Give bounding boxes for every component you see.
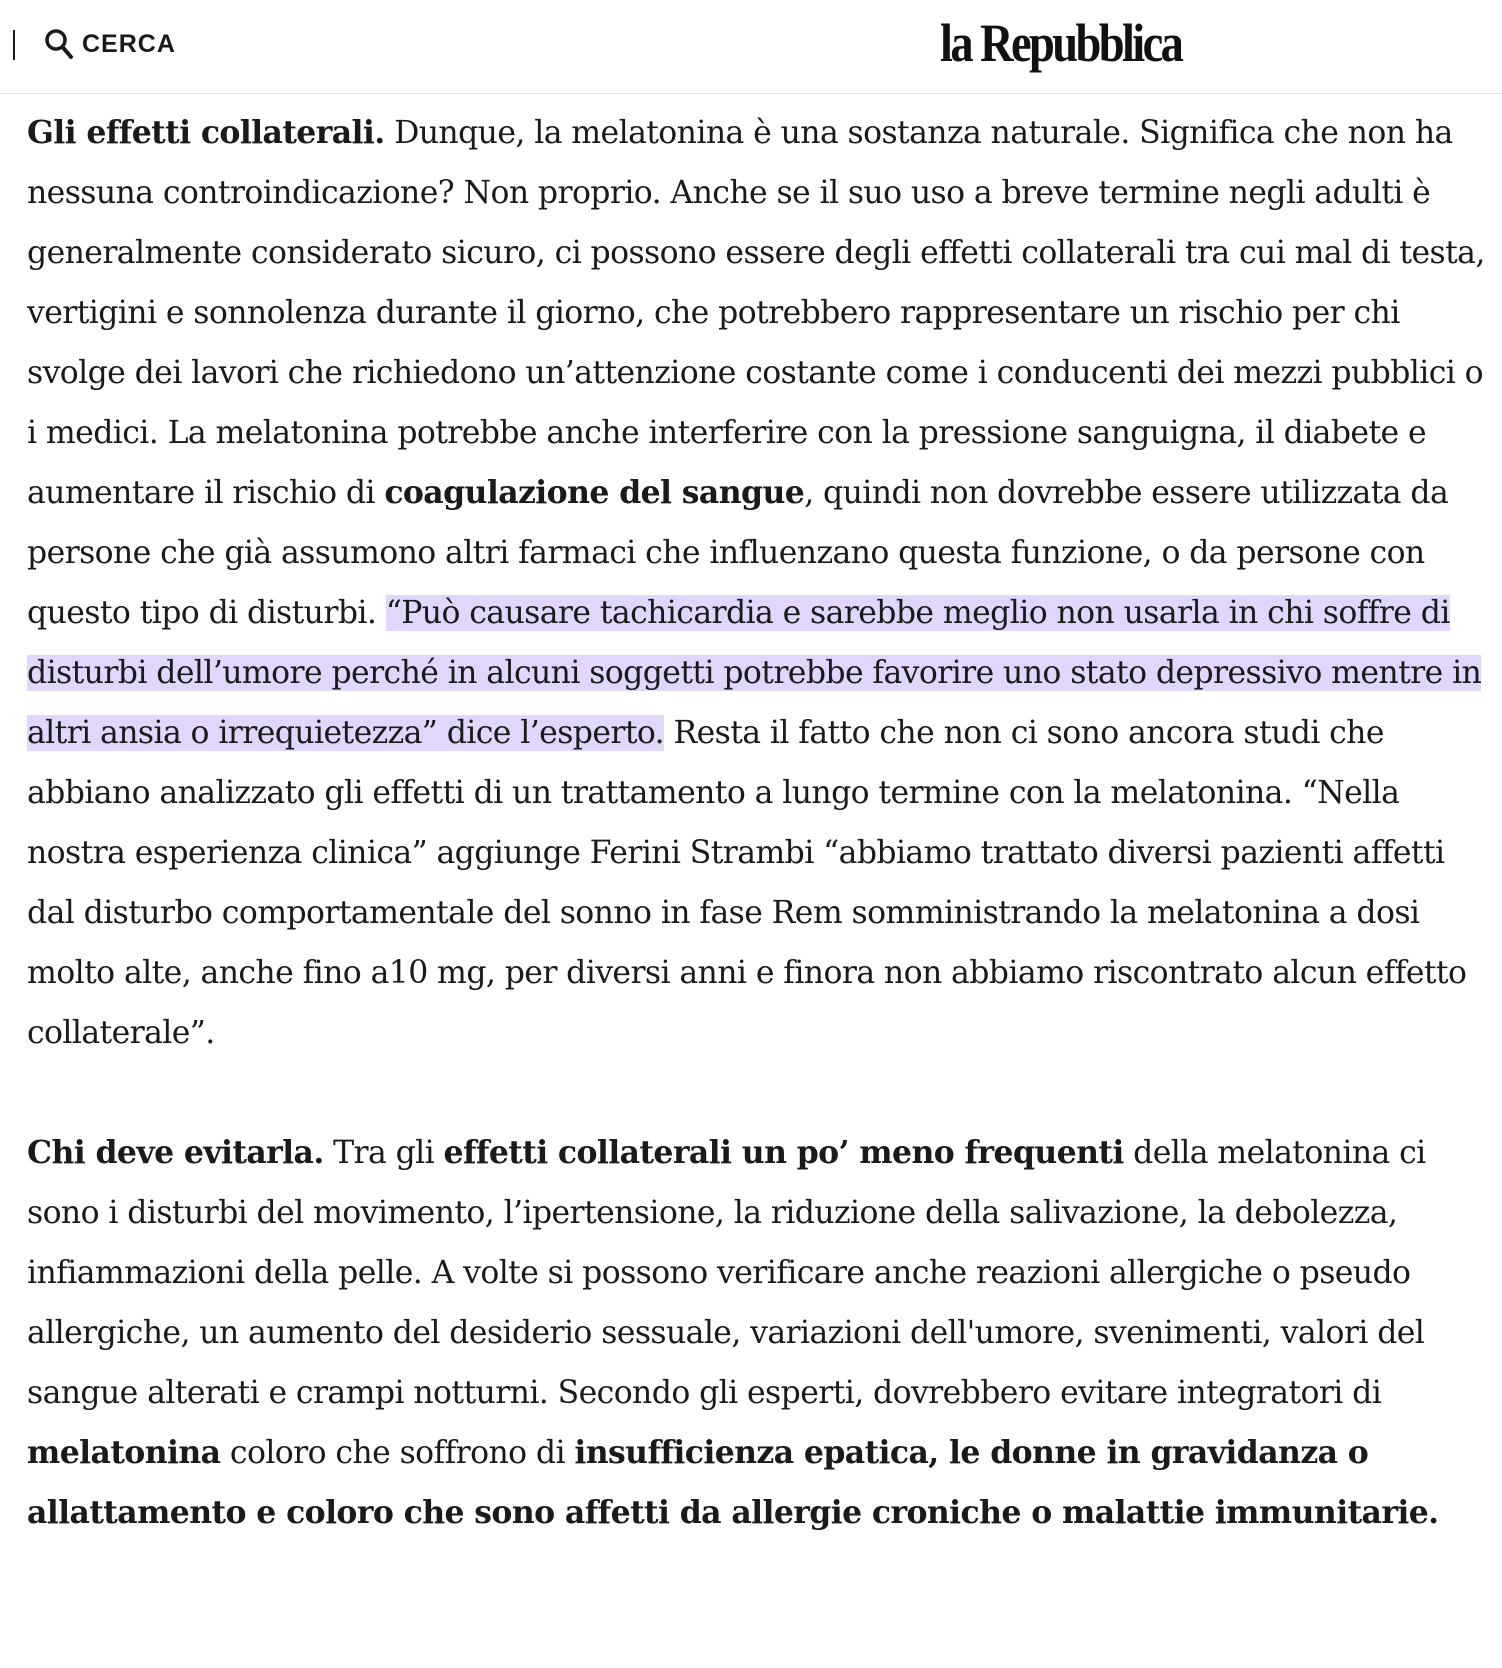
paragraph-heading: Gli effetti collaterali.: [27, 114, 385, 151]
paragraph-text: della melatonina ci sono i disturbi del movimento, l’ipertensione, la riduzione della salivazione, la debolezza, infiammazioni della pelle. A volte si possono verificare anche reazioni allergiche o pseudo allergiche, un aumento del desiderio sessuale, variazioni dell'umore, svenimenti, valori del sangue alterati e crampi notturni. Secondo gli esperti, dovrebbero evitare integratori di: [27, 1135, 1426, 1411]
menu-divider: [13, 30, 15, 60]
bold-phrase: insufficienza epatica, le donne in gravidanza o allattamento e coloro che sono affetti da allergie croniche o malattie immunitarie.: [27, 1434, 1439, 1531]
bold-phrase: coagulazione del sangue: [384, 474, 805, 511]
article-body: [27, 103, 1485, 1603]
search-button[interactable]: [44, 24, 176, 64]
paragraph-text: coloro che soffrono di: [220, 1435, 575, 1471]
search-icon: [44, 28, 74, 60]
bold-phrase: effetti collaterali un po’ meno frequenti: [443, 1134, 1124, 1171]
bold-phrase: melatonina: [27, 1434, 221, 1471]
paragraph-text: Tra gli: [323, 1135, 444, 1171]
paragraph-who-should-avoid: [27, 1123, 1485, 1543]
search-label: CERCA: [82, 29, 176, 58]
paragraph-side-effects: [27, 103, 1485, 1063]
top-bar: [0, 0, 1502, 94]
paragraph-heading: Chi deve evitarla.: [27, 1134, 324, 1171]
site-logo[interactable]: la Repubblica: [940, 13, 1182, 73]
paragraph-text: Dunque, la melatonina è una sostanza naturale. Significa che non ha nessuna controindicazione? Non proprio. Anche se il suo uso a breve termine negli adulti è generalmente considerato sicuro, ci possono essere degli effetti collaterali tra cui mal di testa, vertigini e sonnolenza durante il giorno, che potrebbero rappresentare un rischio per chi svolge dei lavori che richiedono un’attenzione costante come i conducenti dei mezzi pubblici o i medici. La melatonina potrebbe anche interferire con la pressione sanguigna, il diabete e aumentare il rischio di: [27, 115, 1485, 511]
highlighted-quote[interactable]: “Può causare tachicardia e sarebbe meglio non usarla in chi soffre di disturbi dell’umore perché in alcuni soggetti potrebbe favorire uno stato depressivo mentre in altri ansia o irrequietezza” dice l’esperto.: [27, 595, 1482, 751]
paragraph-text: Resta il fatto che non ci sono ancora studi che abbiano analizzato gli effetti di un trattamento a lungo termine con la melatonina. “Nella nostra esperienza clinica” aggiunge Ferini Strambi “abbiamo trattato diversi pazienti affetti dal disturbo comportamentale del sonno in fase Rem somministrando la melatonina a dosi molto alte, anche fino a10 mg, per diversi anni e finora non abbiamo riscontrato alcun effetto collaterale”.: [27, 715, 1467, 1051]
paragraph-text: , quindi non dovrebbe essere utilizzata da persone che già assumono altri farmaci che influenzano questa funzione, o da persone con questo tipo di disturbi.: [27, 475, 1449, 631]
